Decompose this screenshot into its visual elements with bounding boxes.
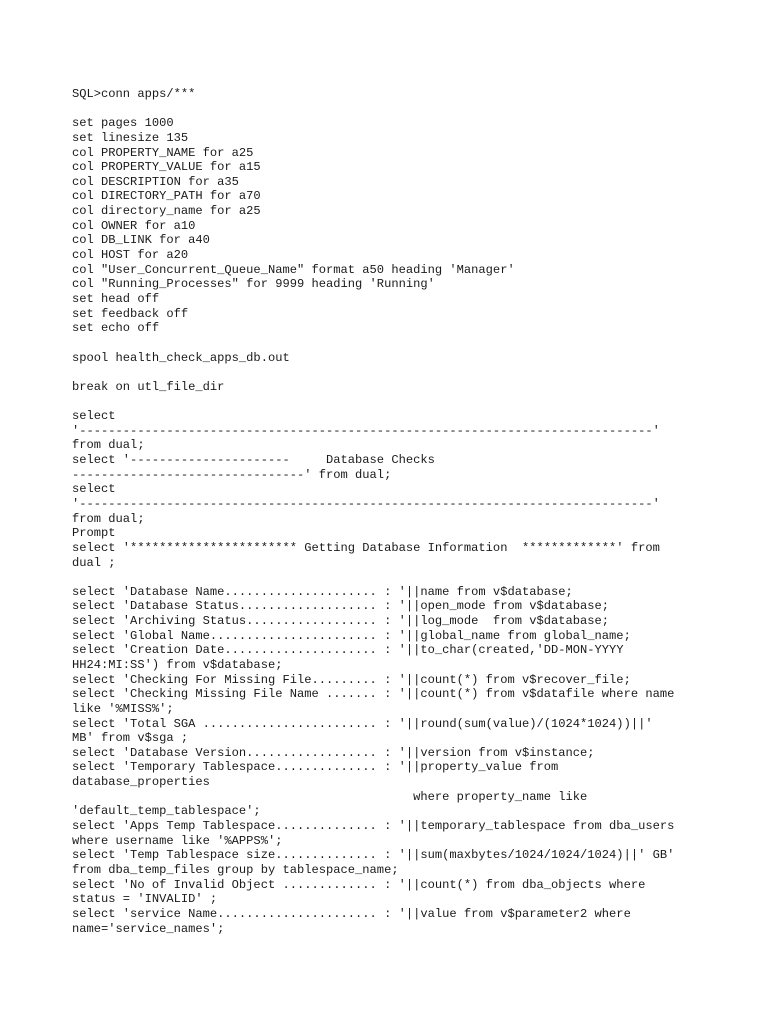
script-line: break on utl_file_dir [72, 379, 225, 394]
script-line: select 'service Name...................... : '||value from v$parameter2 where [72, 906, 631, 921]
script-line: col directory_name for a25 [72, 204, 261, 219]
script-line: select 'Temp Tablespace size.............. : '||sum(maxbytes/1024/1024/1024)||' GB' [72, 848, 675, 863]
script-line: col "User_Concurrent_Queue_Name" format a50 heading 'Manager' [72, 262, 515, 277]
script-line: from dual; [72, 511, 145, 526]
script-line: name='service_names'; [72, 921, 225, 936]
script-line [72, 365, 732, 380]
script-line: dual ; [72, 555, 116, 570]
script-line: 'default_temp_tablespace'; [72, 804, 261, 819]
script-line: status = 'INVALID' ; [72, 892, 218, 907]
script-line: set pages 1000 [72, 116, 174, 131]
script-line: '-------------------------------------------------------------------------------' [72, 423, 660, 438]
script-line [72, 102, 732, 117]
script-line: select 'Database Status................... : '||open_mode from v$database; [72, 599, 610, 614]
sql-script-text [72, 87, 732, 936]
script-line [72, 394, 732, 409]
script-line: like '%MISS%'; [72, 701, 174, 716]
script-line: col DB_LINK for a40 [72, 233, 210, 248]
script-line: from dba_temp_files group by tablespace_name; [72, 862, 399, 877]
script-line [72, 570, 732, 585]
script-line: select 'Archiving Status.................. : '||log_mode from v$database; [72, 614, 610, 629]
script-line: set echo off [72, 321, 160, 336]
script-line: SQL>conn apps/*** [72, 87, 196, 101]
script-line: set feedback off [72, 306, 189, 321]
script-line: select 'Checking For Missing File......... : '||count(*) from v$recover_file; [72, 672, 631, 687]
script-line: select '---------------------- Database Checks [72, 453, 435, 468]
script-line: select 'Database Name..................... : '||name from v$database; [72, 584, 573, 599]
script-line: select 'Total SGA ........................ : '||round(sum(value)/(1024*1024))||' [72, 716, 653, 731]
script-line: set head off [72, 291, 160, 306]
script-line: select '*********************** Getting Database Information *************' from [72, 540, 660, 555]
script-line: Prompt [72, 526, 116, 541]
script-line: from dual; [72, 438, 145, 453]
script-line: col PROPERTY_NAME for a25 [72, 145, 254, 160]
script-line: select 'Creation Date..................... : '||to_char(created,'DD-MON-YYYY [72, 643, 624, 658]
script-line: set linesize 135 [72, 130, 189, 145]
script-line: database_properties [72, 775, 210, 790]
script-line: select 'Temporary Tablespace.............. : '||property_value from [72, 760, 559, 775]
script-line [72, 336, 732, 351]
script-line: select [72, 409, 116, 424]
script-line: col DIRECTORY_PATH for a70 [72, 189, 261, 204]
script-line: where username like '%APPS%'; [72, 833, 283, 848]
script-line: col HOST for a20 [72, 248, 189, 263]
script-line: select [72, 482, 116, 497]
script-line: select 'Checking Missing File Name ....... : '||count(*) from v$datafile where name [72, 687, 675, 702]
script-line: where property_name like [72, 789, 588, 804]
script-line: select 'Database Version.................. : '||version from v$instance; [72, 745, 595, 760]
script-line: col OWNER for a10 [72, 218, 196, 233]
script-line: select 'Apps Temp Tablespace.............. : '||temporary_tablespace from dba_users [72, 819, 675, 834]
script-line: HH24:MI:SS') from v$database; [72, 657, 283, 672]
script-line: --------------------------------' from dual; [72, 467, 392, 482]
script-line: col "Running_Processes" for 9999 heading 'Running' [72, 277, 435, 292]
script-line: col DESCRIPTION for a35 [72, 174, 239, 189]
script-line: '-------------------------------------------------------------------------------' [72, 496, 660, 511]
script-line: MB' from v$sga ; [72, 731, 189, 746]
script-line: spool health_check_apps_db.out [72, 350, 290, 365]
script-line: col PROPERTY_VALUE for a15 [72, 160, 261, 175]
script-line: select 'Global Name....................... : '||global_name from global_name; [72, 628, 631, 643]
script-line: select 'No of Invalid Object ............. : '||count(*) from dba_objects where [72, 877, 646, 892]
